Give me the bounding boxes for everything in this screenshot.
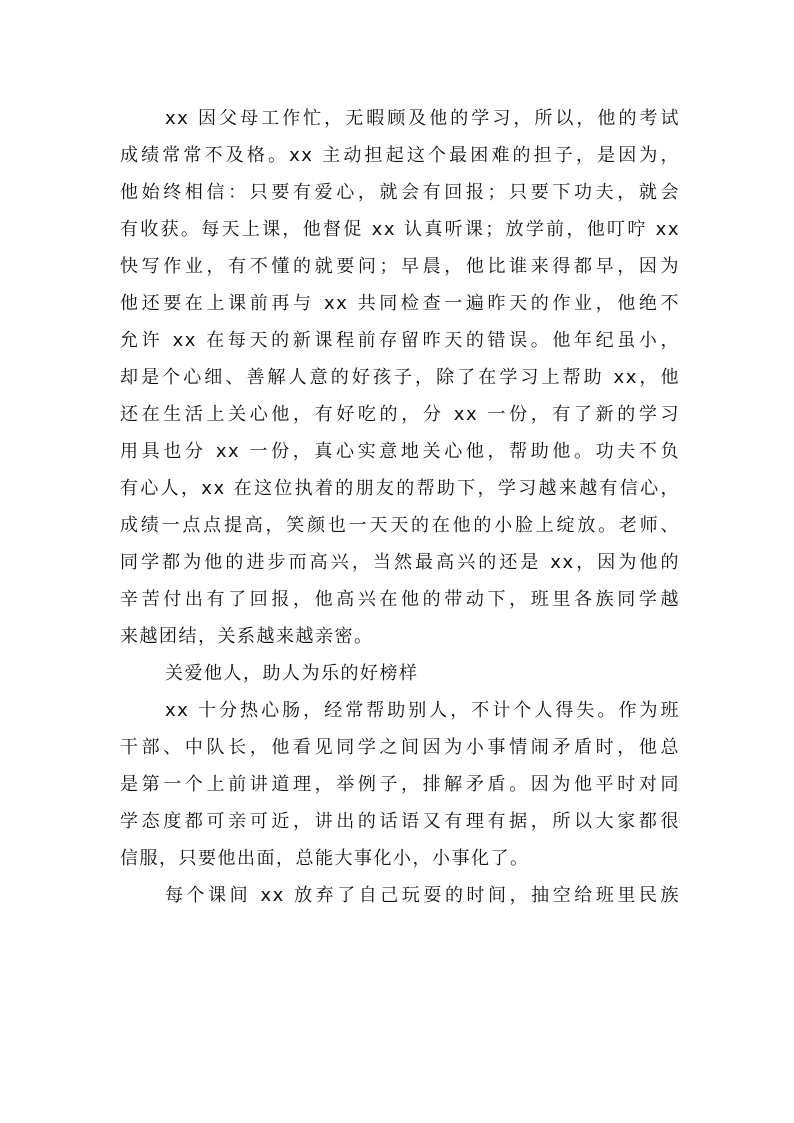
text-line: 他还要在上课前再与 xx 共同检查一遍昨天的作业，他绝不	[120, 293, 680, 314]
text-line: xx 十分热心肠，经常帮助别人，不计个人得失。作为班	[165, 700, 680, 721]
text-line: 有心人，xx 在这位执着的朋友的帮助下，学习越来越有信心，	[120, 478, 680, 499]
text-line: 信服，只要他出面，总能大事化小，小事化了。	[120, 848, 530, 869]
section-heading	[120, 655, 680, 692]
text-line: 是第一个上前讲道理，举例子，排解矛盾。因为他平时对同	[120, 774, 680, 795]
text-line: 学态度都可亲可近，讲出的话语又有理有据，所以大家都很	[120, 811, 680, 832]
paragraph-help-classmate	[120, 100, 680, 655]
paragraph-break-time	[120, 877, 680, 914]
text-line: 允许 xx 在每天的新课程前存留昨天的错误。他年纪虽小，	[120, 330, 680, 351]
text-line: xx 因父母工作忙，无暇顾及他的学习，所以，他的考试	[165, 108, 680, 129]
section-heading-text: 关爱他人，助人为乐的好榜样	[165, 663, 419, 684]
text-line: 干部、中队长，他看见同学之间因为小事情闹矛盾时，他总	[120, 737, 680, 758]
text-line: 辛苦付出有了回报，他高兴在他的带动下，班里各族同学越	[120, 589, 680, 610]
text-line: 成绩常常不及格。xx 主动担起这个最困难的担子，是因为，	[120, 145, 680, 166]
text-line: 有收获。每天上课，他督促 xx 认真听课；放学前，他叮咛 xx	[120, 219, 680, 240]
text-line: 却是个心细、善解人意的好孩子，除了在学习上帮助 xx，他	[120, 367, 680, 388]
document-body	[120, 100, 680, 914]
text-line: 快写作业，有不懂的就要问；早晨，他比谁来得都早，因为	[120, 256, 680, 277]
text-line: 用具也分 xx 一份，真心实意地关心他，帮助他。功夫不负	[120, 441, 680, 462]
text-line: 成绩一点点提高，笑颜也一天天的在他的小脸上绽放。老师、	[120, 515, 680, 536]
text-line: 同学都为他的进步而高兴，当然最高兴的还是 xx，因为他的	[120, 552, 680, 573]
text-line: 每个课间 xx 放弃了自己玩耍的时间，抽空给班里民族	[165, 885, 680, 906]
text-line: 来越团结，关系越来越亲密。	[120, 626, 374, 647]
text-line: 还在生活上关心他，有好吃的，分 xx 一份，有了新的学习	[120, 404, 680, 425]
text-line: 他始终相信：只要有爱心，就会有回报；只要下功夫，就会	[120, 182, 680, 203]
paragraph-helping-others	[120, 692, 680, 877]
